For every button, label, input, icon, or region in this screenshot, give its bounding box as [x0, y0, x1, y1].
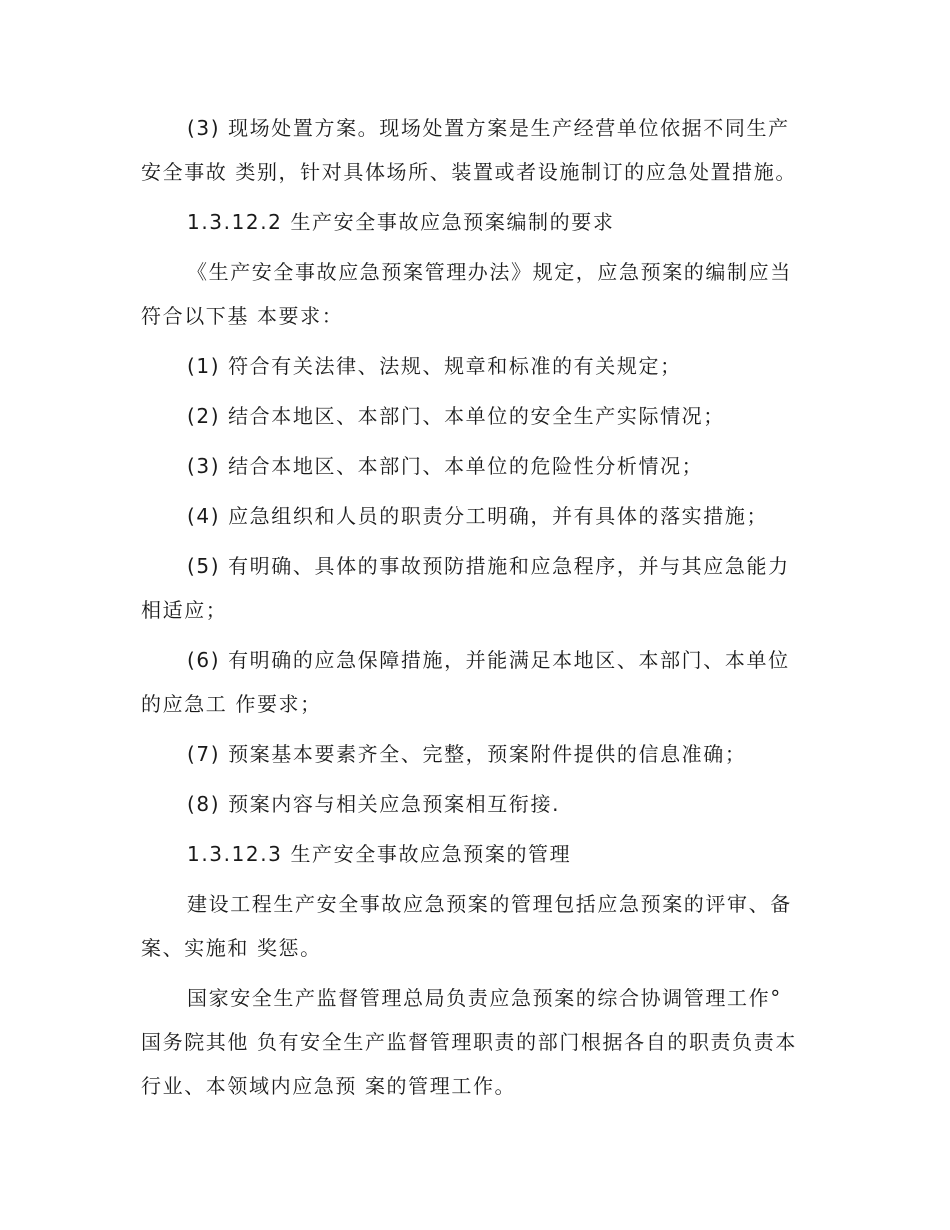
- text-line: (8) 预案内容与相关应急预案相互衔接.: [187, 792, 561, 816]
- list-item-1: [141, 344, 809, 388]
- text-line: (1) 符合有关法律、法规、规章和标准的有关规定；: [187, 354, 682, 378]
- text-line: 国务院其他 负有安全生产监督管理职责的部门根据各自的职责负责本: [141, 1030, 797, 1054]
- section-heading-1-3-12-2: [141, 200, 809, 244]
- text-line: 安全事故 类别，针对具体场所、装置或者设施制订的应急处置措施。: [141, 160, 797, 184]
- list-item-7: [141, 732, 809, 776]
- text-line: 国家安全生产监督管理总局负责应急预案的综合协调管理工作°: [187, 986, 782, 1010]
- text-line: 相适应；: [141, 598, 228, 622]
- text-line: 1.3.12.2 生产安全事故应急预案编制的要求: [187, 210, 615, 234]
- text-line: (3) 结合本地区、本部门、本单位的危险性分析情况；: [187, 454, 704, 478]
- paragraph-national-admin: [141, 976, 809, 1108]
- text-line: 行业、本领域内应急预 案的管理工作。: [141, 1074, 517, 1098]
- list-item-4: [141, 494, 809, 538]
- list-item-5: [141, 544, 809, 632]
- text-line: (5) 有明确、具体的事故预防措施和应急程序，并与其应急能力: [187, 554, 790, 578]
- text-line: 1.3.12.3 生产安全事故应急预案的管理: [187, 842, 572, 866]
- document-body: [141, 106, 809, 1114]
- text-line: 的应急工 作要求；: [141, 692, 322, 716]
- text-line: (3) 现场处置方案。现场处置方案是生产经营单位依据不同生产: [187, 116, 790, 140]
- text-line: 案、实施和 奖惩。: [141, 936, 322, 960]
- text-line: 《生产安全事故应急预案管理办法》规定，应急预案的编制应当: [187, 260, 792, 284]
- text-line: 建设工程生产安全事故应急预案的管理包括应急预案的评审、备: [187, 892, 792, 916]
- text-line: (7) 预案基本要素齐全、完整，预案附件提供的信息准确；: [187, 742, 747, 766]
- list-item-8: [141, 782, 809, 826]
- paragraph-regulation-intro: [141, 250, 809, 338]
- list-item-2: [141, 394, 809, 438]
- paragraph-situational-plan: [141, 106, 809, 194]
- list-item-6: [141, 638, 809, 726]
- section-heading-1-3-12-3: [141, 832, 809, 876]
- list-item-3: [141, 444, 809, 488]
- text-line: 符合以下基 本要求：: [141, 304, 344, 328]
- text-line: (4) 应急组织和人员的职责分工明确，并有具体的落实措施；: [187, 504, 769, 528]
- text-line: (2) 结合本地区、本部门、本单位的安全生产实际情况；: [187, 404, 725, 428]
- paragraph-management-scope: [141, 882, 809, 970]
- text-line: (6) 有明确的应急保障措施，并能满足本地区、本部门、本单位: [187, 648, 790, 672]
